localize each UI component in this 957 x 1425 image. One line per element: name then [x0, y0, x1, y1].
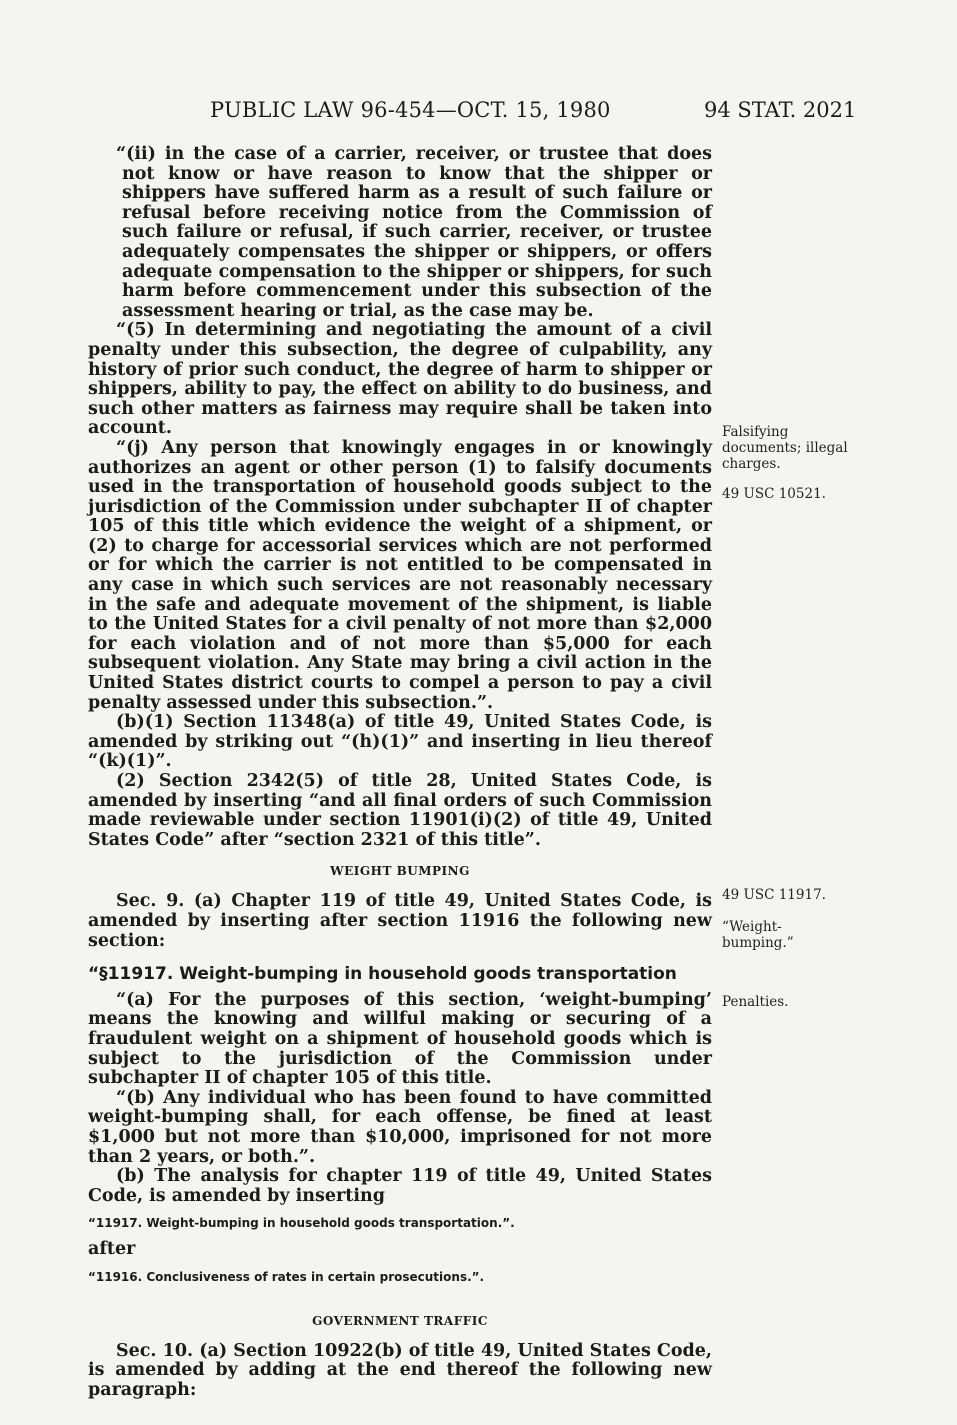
paragraph-b-penalties: “(b) Any individual who has been found to have committed weight-bumping shall, for each offense, be fined at least $1,000 but not more than $10,000, imprisoned for not more than 2 years, or both.”.	[88, 1087, 712, 1167]
page-title: PUBLIC LAW 96-454—OCT. 15, 1980	[210, 98, 611, 122]
section-10-intro: Sec. 10. (a) Section 10922(b) of title 49, United States Code, is amended by adding at the end thereof the following new paragraph:	[88, 1340, 712, 1401]
heading-weight-bumping: WEIGHT BUMPING	[330, 864, 470, 879]
section-heading-11917: “§11917. Weight-bumping in household goods transportation	[88, 964, 677, 985]
statute-page-number: 94 STAT. 2021	[704, 98, 857, 122]
margin-note-usc-10521: 49 USC 10521.	[722, 486, 826, 502]
inserted-entry: “11917. Weight-bumping in household goods transportation.”.	[88, 1216, 515, 1231]
page-header	[0, 98, 957, 132]
existing-entry: “11916. Conclusiveness of rates in certain prosecutions.”.	[88, 1269, 485, 1284]
paragraph-b1: (b)(1) Section 11348(a) of title 49, United States Code, is amended by striking out “(h)(1)” and inserting in lieu thereof “(k)(1)”.	[88, 712, 712, 772]
paragraph-a-definition: “(a) For the purposes of this section, ‘weight-bumping’ means the knowing and willful making or securing of a fraudulent weight on a shipment of household goods which is subject to the jurisdiction of the Commission under subchapter II of chapter 105 of this title.	[88, 989, 712, 1089]
document-body	[88, 145, 712, 1401]
paragraph-ii: “(ii) in the case of a carrier, receiver, or trustee that does not know or have reason to know that the shipper or shippers have suffered harm as a result of such failure or refusal before receiving notice from the Commission of such failure or refusal, if such carrier, receiver, or trustee adequately compensates the shipper or shippers, or offers adequate compensation to the shipper or shippers, for such harm before commencement under this subsection of the assessment hearing or trial, as the case may be.	[116, 144, 712, 321]
paragraph-5: “(5) In determining and negotiating the amount of a civil penalty under this subsection, the degree of culpability, any history of prior such conduct, the degree of harm to shipper or shippers, ability to pay, the effect on ability to do business, and such other matters as fairness may require shall be taken into account.	[88, 320, 712, 439]
margin-note-weight-bumping: “Weight-bumping.”	[722, 919, 794, 951]
paragraph-j: “(j) Any person that knowingly engages in or knowingly authorizes an agent or other person (1) to falsify documents used in the transportation of household goods subject to the jurisdiction of the Commission under subchapter II of chapter 105 of this title which evidence the weight of a shipment, or (2) to charge for accessorial services which are not performed or for which the carrier is not entitled to be compensated in any case in which such services are not reasonably necessary in the safe and adequate movement of the shipment, is liable to the United States for a civil penalty of not more than $2,000 for each violation and of not more than $5,000 for each subsequent violation. Any State may bring a civil action in the United States district courts to compel a person to pay a civil penalty assessed under this subsection.”.	[88, 437, 712, 713]
section-9-intro: Sec. 9. (a) Chapter 119 of title 49, United States Code, is amended by inserting after section 11916 the following new section:	[88, 891, 712, 951]
paragraph-b-analysis: (b) The analysis for chapter 119 of title 49, United States Code, is amended by inserting	[88, 1166, 712, 1206]
margin-note-penalties: Penalties.	[722, 994, 789, 1010]
margin-note-usc-11917: 49 USC 11917.	[722, 887, 826, 903]
heading-government-traffic: GOVERNMENT TRAFFIC	[312, 1313, 488, 1328]
after-word: after	[88, 1239, 136, 1260]
paragraph-b2: (2) Section 2342(5) of title 28, United States Code, is amended by inserting “and all final orders of such Commission made reviewable under section 11901(i)(2) of title 49, United States Code” after “section 2321 of this title”.	[88, 771, 712, 850]
margin-note-falsifying: Falsifying documents; illegal charges.	[722, 424, 848, 472]
